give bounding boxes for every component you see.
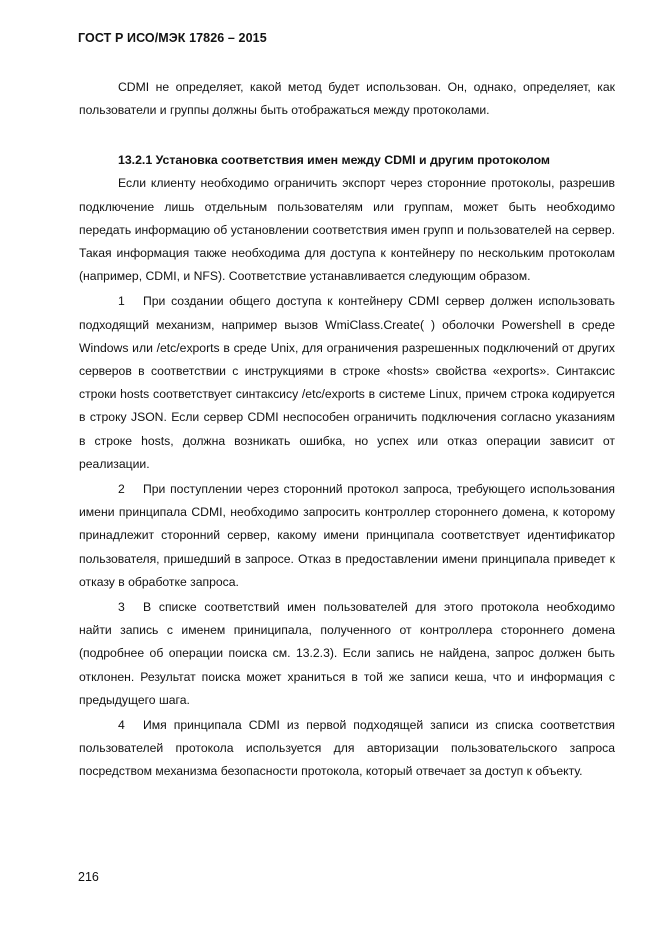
list-item-text: При создании общего доступа к контейнеру CDMI сервер должен использовать подходящий механизм, например вызов WmiClass.Create( ) оболочки Powershell в среде Windows или /etc/exports в среде Unix, для ограничения разрешенных подключений от других серверов в соответствии с инструкциями в строке «hosts» свойства «exports». Синтаксис строки hosts соответствует синтаксису /etc/exports в системе Linux, причем строка кодируется в строку JSON. Если сервер CDMI неспособен ограничить подключения согласно указаниям в строке hosts, должна возникать ошибка, но успех или отказ операции зависит от реализации. [79, 294, 615, 471]
list-item [79, 478, 615, 594]
document-header: ГОСТ Р ИСО/МЭК 17826 – 2015 [78, 31, 267, 45]
list-item-number: 1 [118, 294, 125, 309]
section-heading: 13.2.1 Установка соответствия имен между CDMI и другим протоколом [118, 153, 551, 168]
document-body [79, 76, 615, 784]
list-item-text: При поступлении через сторонний протокол запроса, требующего использования имени принципала CDMI, необходимо запросить контроллер стороннего домена, к которому принадлежит сторонний сервер, какому имени принципала соответствует идентификатор пользователя, пришедший в запросе. Отказ в предоставлении имени принципала приведет к отказу в обработке запроса. [79, 482, 615, 589]
intro-paragraph: CDMI не определяет, какой метод будет использован. Он, однако, определяет, как пользователи и группы должны быть отображаться между протоколами. [79, 80, 615, 118]
list-item-number: 2 [118, 482, 125, 497]
list-item-number: 4 [118, 718, 125, 733]
list-item [79, 596, 615, 712]
list-item [79, 714, 615, 784]
list-item-number: 3 [118, 600, 125, 615]
page-number: 216 [78, 870, 99, 884]
list-item-text: В списке соответствий имен пользователей для этого протокола необходимо найти запись с именем приниципала, полученного от контроллера стороннего домена (подробнее об операции поиска см. 13.2.3). Если запись не найдена, запрос должен быть отклонен. Результат поиска может храниться в той же записи кеша, что и информация с предыдущего шага. [79, 600, 615, 707]
section-lead-paragraph: Если клиенту необходимо ограничить экспорт через сторонние протоколы, разрешив подключение лишь отдельным пользователям или группам, может быть необходимо передать информацию об установлении соответствия имен групп и пользователей на сервер. Такая информация также необходима для доступа к контейнеру по нескольким протоколам (например, CDMI, и NFS). Соответствие устанавливается следующим образом. [79, 176, 615, 284]
list-item-text: Имя принципала CDMI из первой подходящей записи из списка соответствия пользователей протокола используется для авторизации пользовательского запроса посредством механизма безопасности протокола, который отвечает за доступ к объекту. [79, 718, 615, 779]
list-item [79, 290, 615, 476]
